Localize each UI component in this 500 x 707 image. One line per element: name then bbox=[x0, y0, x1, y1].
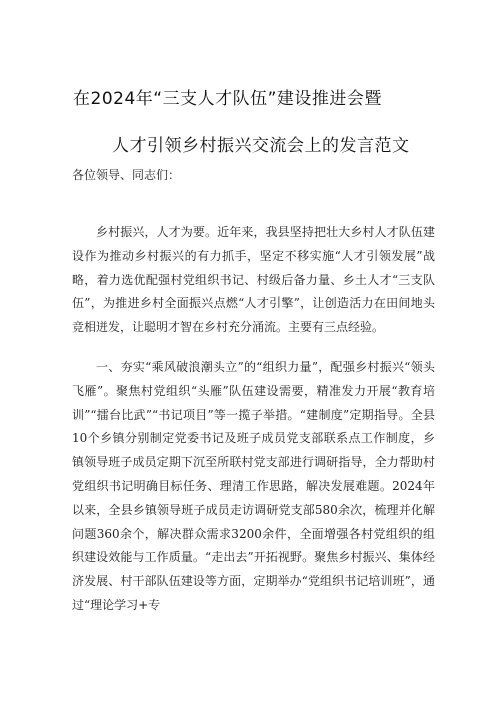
document-title-line-1: 在2024年“三支人才队伍”建设推进会暨 bbox=[73, 89, 382, 109]
paragraph-intro: 乡村振兴，人才为要。近年来，我县坚持把壮大乡村人才队伍建设作为推动乡村振兴的有力抓手，坚定不移实施“人才引领发展”战略，着力选优配强村党组织书记、村级后备力量、乡土人才“三支队伍”，为推进乡村全面振兴点燃“人才引擎”，让创造活力在田间地头竞相迸发，让聪明才智在乡村充分涌流。主要有三点经验。 bbox=[72, 225, 435, 335]
salutation: 各位领导、同志们： bbox=[72, 168, 181, 182]
paragraph-point-one: 一、夯实“乘风破浪潮头立”的“组织力量”，配强乡村振兴“领头飞雁”。聚焦村党组织“头雁”队伍建设需要，精准发力开展“教育培训”“擂台比武”“书记项目”等一揽子举措。“建制度”定期指导。全县10个乡镇分别制定党委书记及班子成员党支部联系点工作制度，乡镇领导班子成员定期下沉至所联村党支部进行调研指导，全力帮助村党组织书记明确目标任务、理清工作思路，解决发展难题。2024年以来，全县乡镇领导班子成员走访调研党支部580余次，梳理并化解问题360余个，解决群众需求3200余件，全面增强各村党组织的组织建设效能与工作质量。“走出去”开拓视野。聚焦乡村振兴、集体经济发展、村干部队伍建设等方面，定期举办“党组织书记培训班”，通过“理论学习+专 bbox=[72, 360, 435, 612]
document-title-line-2: 人才引领乡村振兴交流会上的发言范文 bbox=[112, 136, 410, 156]
